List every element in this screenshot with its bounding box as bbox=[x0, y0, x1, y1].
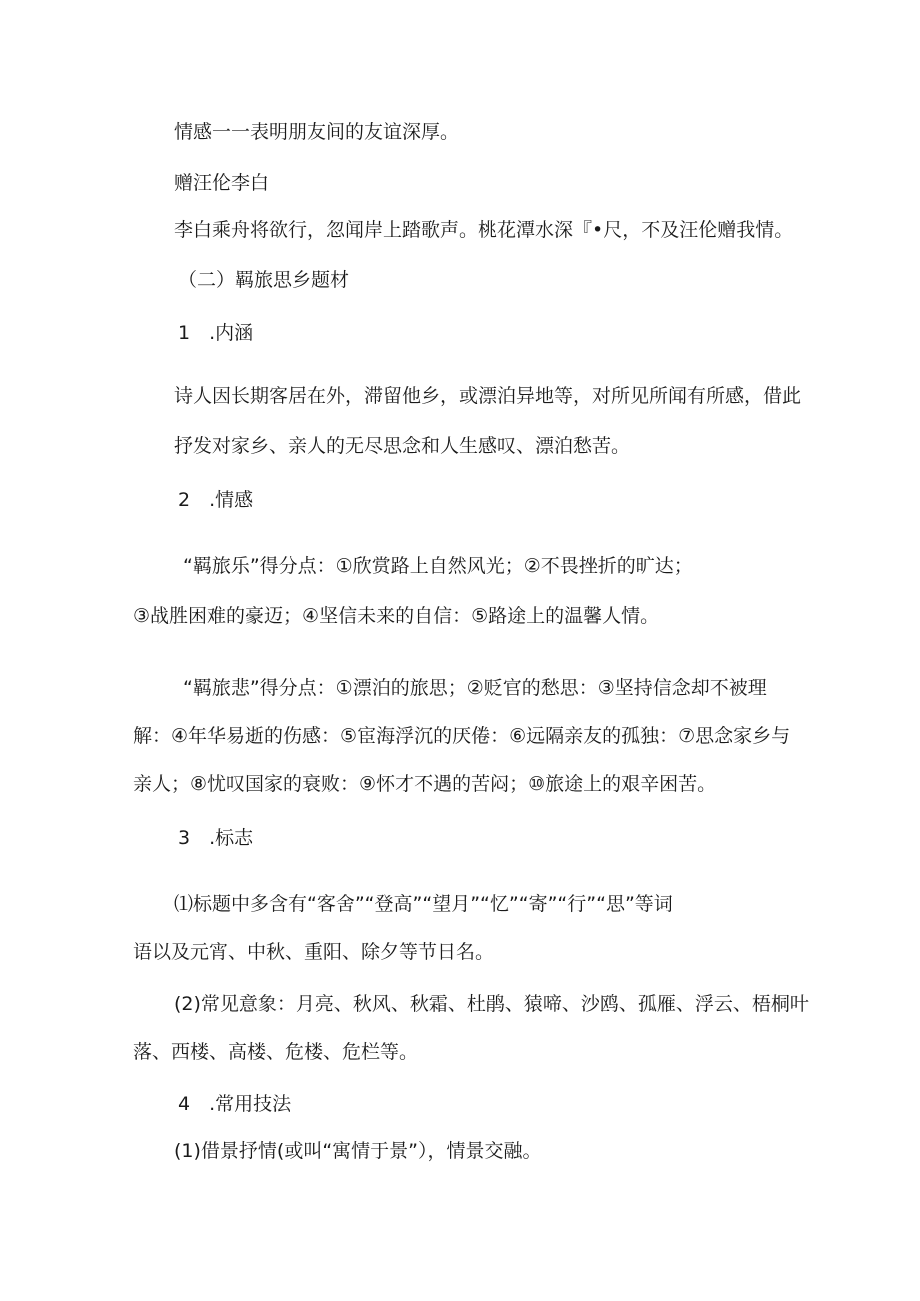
paragraph-line: 解：④年华易逝的伤感：⑤宦海浮沉的厌倦：⑥远隔亲友的孤独：⑦思念家乡与 bbox=[133, 725, 791, 747]
paragraph-line: “羁旅悲”得分点：①漂泊的旅思；②贬官的愁思：③坚持信念却不被理 bbox=[183, 677, 767, 699]
poem-body: 李白乘舟将欲行，忽闻岸上踏歌声。桃花潭水深『•尺，不及汪伦赠我情。 bbox=[174, 219, 794, 241]
paragraph-line: 亲人；⑧忧叹国家的衰败：⑨怀才不遇的苦闷；⑩旅途上的艰辛困苦。 bbox=[133, 773, 717, 795]
paragraph-line: 落、西楼、高楼、危楼、危栏等。 bbox=[133, 1041, 419, 1063]
subheading-connotation: 1 .内涵 bbox=[178, 322, 254, 344]
paragraph-line: ⑴标题中多含有“客舍”“登高”“望月”“忆”“寄”“行”“思”等词 bbox=[174, 893, 673, 915]
paragraph-line: “羁旅乐”得分点：①欣赏路上自然风光；②不畏挫折的旷达； bbox=[183, 555, 693, 577]
subheading-markers: 3 .标志 bbox=[178, 827, 254, 849]
subheading-emotion: 2 .情感 bbox=[178, 489, 254, 511]
poem-title: 赠汪伦李白 bbox=[174, 172, 270, 194]
paragraph-line: (1)借景抒情(或叫“寓情于景”），情景交融。 bbox=[174, 1140, 542, 1162]
subheading-techniques: 4 .常用技法 bbox=[178, 1093, 292, 1115]
paragraph-line: 诗人因长期客居在外，滞留他乡，或漂泊异地等，对所见所闻有所感，借此 bbox=[174, 385, 802, 407]
paragraph-line: 语以及元宵、中秋、重阳、除夕等节日名。 bbox=[133, 941, 495, 963]
paragraph-line: (2)常见意象：月亮、秋风、秋霜、杜鹃、猿啼、沙鸥、孤雁、浮云、梧桐叶 bbox=[174, 993, 809, 1015]
paragraph-line: 抒发对家乡、亲人的无尽思念和人生感叹、漂泊愁苦。 bbox=[174, 435, 631, 457]
paragraph-line: ③战胜困难的豪迈；④坚信未来的自信：⑤路途上的温馨人情。 bbox=[133, 605, 660, 627]
text-line-emotion-summary: 情感一一表明朋友间的友谊深厚。 bbox=[174, 121, 460, 143]
section-heading-journey-theme: （二）羁旅思乡题材 bbox=[178, 269, 350, 291]
